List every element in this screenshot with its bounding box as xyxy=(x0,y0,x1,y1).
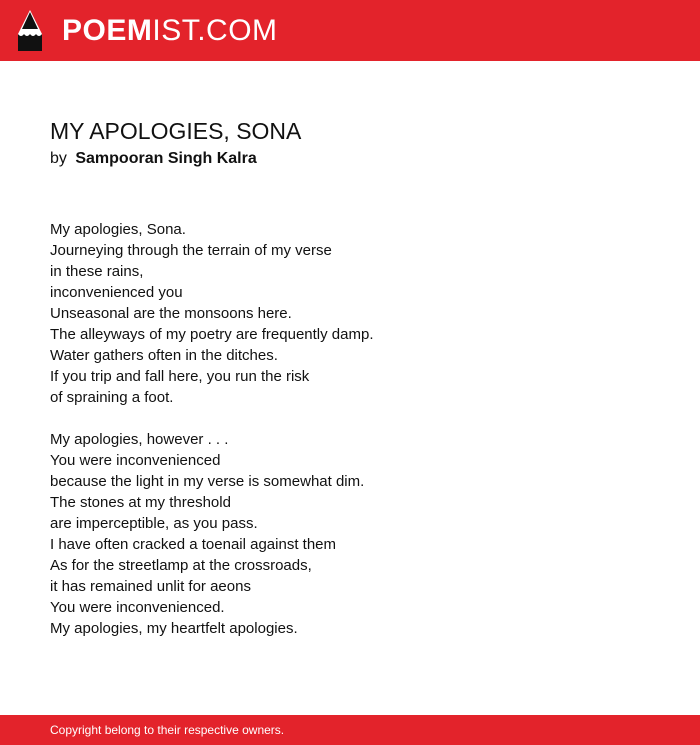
stanza xyxy=(50,219,650,408)
site-footer xyxy=(0,715,700,745)
author-name[interactable]: Sampooran Singh Kalra xyxy=(75,150,257,167)
poem-line: My apologies, however . . . xyxy=(50,431,229,448)
stanza xyxy=(50,429,650,639)
logo-text-light: IST.COM xyxy=(152,14,278,47)
poem-line: of spraining a foot. xyxy=(50,389,174,406)
poem-line: are imperceptible, as you pass. xyxy=(50,515,258,532)
poem-line: If you trip and fall here, you run the risk xyxy=(50,368,310,385)
poem-line: You were inconvenienced xyxy=(50,452,221,469)
by-label: by xyxy=(50,150,67,167)
poem-line: inconvenienced you xyxy=(50,284,183,301)
poem-line: in these rains, xyxy=(50,263,144,280)
poem-line: My apologies, my heartfelt apologies. xyxy=(50,620,298,637)
poem-line: As for the streetlamp at the crossroads, xyxy=(50,557,312,574)
poem-line: Water gathers often in the ditches. xyxy=(50,347,278,364)
poem-line: Journeying through the terrain of my verse xyxy=(50,242,332,259)
site-header xyxy=(0,0,700,61)
site-logo[interactable] xyxy=(62,13,278,49)
poem-title: MY APOLOGIES, SONA xyxy=(50,118,302,144)
poem-line: because the light in my verse is somewhat dim. xyxy=(50,473,365,490)
logo-text-bold: POEM xyxy=(62,14,153,47)
poem-body xyxy=(50,219,650,660)
poem-line: I have often cracked a toenail against them xyxy=(50,536,337,553)
poem-line: The alleyways of my poetry are frequently damp. xyxy=(50,326,374,343)
poem-line: My apologies, Sona. xyxy=(50,221,186,238)
poem-line: Unseasonal are the monsoons here. xyxy=(50,305,292,322)
poem-line: The stones at my threshold xyxy=(50,494,231,511)
byline xyxy=(50,149,257,169)
pencil-tip-icon[interactable] xyxy=(18,10,42,51)
poem-line: it has remained unlit for aeons xyxy=(50,578,251,595)
poem-line: You were inconvenienced. xyxy=(50,599,225,616)
copyright-notice: Copyright belong to their respective owners. xyxy=(50,723,285,737)
